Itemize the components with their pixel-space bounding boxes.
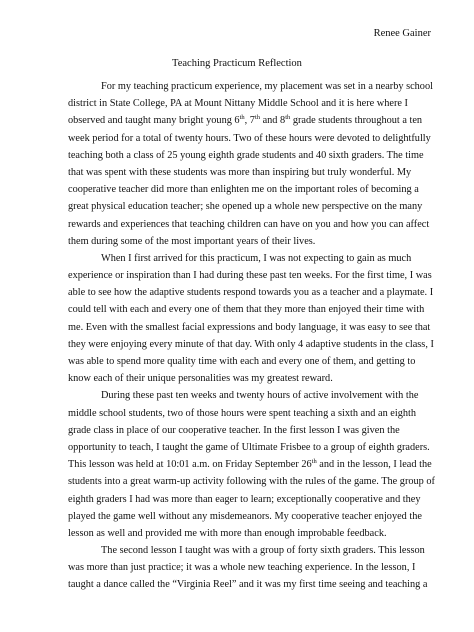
- text-line: was able to spend more quality time with each and every one of them, and getting to: [68, 356, 416, 367]
- ordinal-suffix: th: [254, 114, 261, 122]
- text-line: For my teaching practicum experience, my placement was set in a nearby school: [101, 81, 433, 92]
- text-segment: This lesson was held at 10:01 a.m. on Friday September 26: [68, 459, 312, 471]
- text-line: [68, 112, 428, 129]
- paragraph: [68, 387, 435, 542]
- text-line: great physical education teacher; she opened up a whole new perspective on the many: [68, 201, 423, 213]
- text-line: grade class in place of our cooperative teacher. In the first lesson I was given the: [68, 424, 400, 436]
- text-line: taught a dance called the “Virginia Reel” and it was my first time seeing and teaching a: [68, 579, 428, 591]
- text-segment: and in the lesson, I lead the: [316, 459, 432, 471]
- text-line: was more than just practice; it was a whole new teaching experience. In the lesson, I: [68, 562, 416, 574]
- document-body: [68, 78, 435, 594]
- text-line: experience or inspiration than I had during these past ten weeks. For the first time, I was: [68, 270, 432, 282]
- text-line: district in State College, PA at Mount Nittany Middle School and it is here where I: [68, 98, 408, 110]
- text-line: During these past ten weeks and twenty hours of active involvement with the: [101, 390, 419, 402]
- text-line: rewards and experiences that teaching children can have on you and how you can affect: [68, 218, 430, 230]
- ordinal-suffix: th: [239, 114, 245, 122]
- text-line: The second lesson I taught was with a group of forty sixth graders. This lesson: [101, 545, 425, 557]
- ordinal-suffix: th: [311, 458, 317, 466]
- paragraph: [68, 78, 433, 250]
- text-line: middle school students, two of those hours were spent teaching a sixth and an eighth: [68, 407, 417, 419]
- text-line: they were enjoying every minute of that day. With only 4 adaptive students in the class, I: [68, 338, 434, 350]
- text-line: teaching both a class of 25 young eighth grade students and 40 sixth graders. The time: [68, 149, 424, 161]
- document-title: Teaching Practicum Reflection: [172, 58, 302, 69]
- text-line: students into a great warm-up activity following with the rules of the game. The group of: [68, 476, 435, 488]
- text-line: lesson as well and provided me with more than enough improbable feedback.: [68, 527, 387, 539]
- text-line: When I first arrived for this practicum, I was not expecting to gain as much: [101, 252, 412, 264]
- text-line: able to see how the adaptive students respond towards you as a teacher and a playmate. I: [68, 287, 434, 299]
- text-line: know each of their unique personalities was my greatest reward.: [68, 373, 333, 385]
- text-line: [68, 456, 432, 473]
- text-line: cooperative teacher did more than enlighten me on the important roles of becoming a: [68, 184, 419, 196]
- text-line: eighth graders I had was more than eager to learn; exceptionally cooperative and they: [68, 493, 421, 505]
- text-segment: , 7: [244, 115, 255, 127]
- paragraph: [68, 250, 434, 388]
- text-line: opportunity to teach, I taught the game of Ultimate Frisbee to a group of eighth graders.: [68, 441, 430, 453]
- text-line: me. Even with the smallest facial expressions and body language, it was easy to see that: [68, 321, 431, 333]
- author-name: Renee Gainer: [373, 28, 431, 39]
- text-line: week period for a total of twenty hours. Two of these hours were devoted to delightfully: [68, 132, 431, 144]
- ordinal-suffix: th: [285, 114, 291, 122]
- paragraph: [68, 542, 428, 594]
- text-segment: observed and taught many bright young 6: [68, 115, 240, 127]
- text-segment: and 8: [260, 115, 286, 127]
- text-line: that was spent with these students was more than inspiring but truly wonderful. My: [68, 166, 412, 178]
- text-line: played the game well without any misdemeanors. My cooperative teacher enjoyed the: [68, 510, 422, 522]
- text-line: them during some of the most important years of their lives.: [68, 235, 316, 247]
- text-line: could tell with each and every one of them that they more than enjoyed their time with: [68, 304, 425, 316]
- text-segment: grade students throughout a ten: [290, 115, 423, 127]
